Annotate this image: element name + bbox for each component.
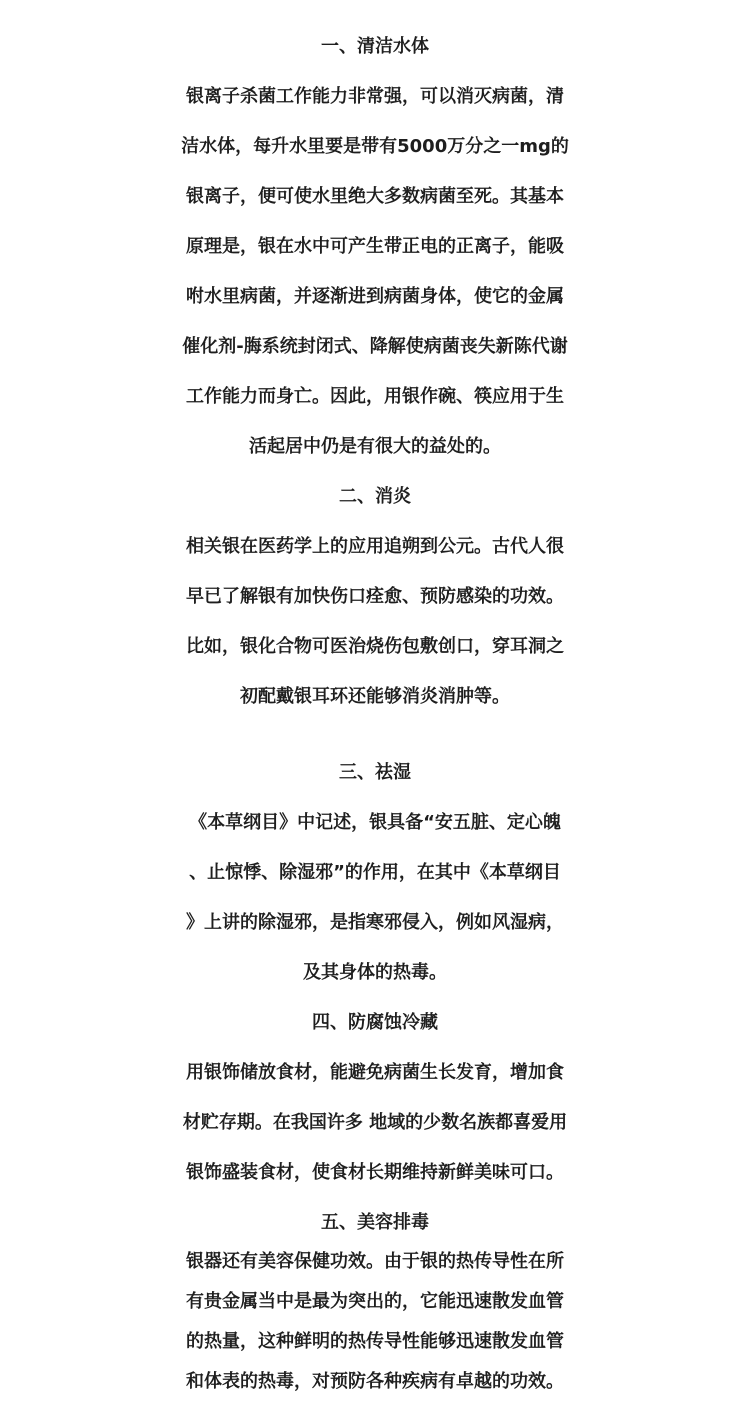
- section-5-line-3: 的热量，这种鲜明的热传导性能够迅速散发血管: [186, 1331, 564, 1352]
- section-4-line-2: 材贮存期。在我国许多 地域的少数名族都喜爱用: [182, 1112, 568, 1133]
- section-3-heading: 三、祛湿: [339, 762, 411, 783]
- section-1-line-7: 工作能力而身亡。因此，用银作碗、筷应用于生: [186, 386, 564, 407]
- section-1-line-4: 原理是，银在水中可产生带正电的正离子，能吸: [186, 236, 564, 257]
- section-5-heading: 五、美容排毒: [321, 1212, 429, 1233]
- section-3-line-3: 》上讲的除湿邪，是指寒邪侵入，例如风湿病，: [186, 912, 564, 933]
- section-2-line-4: 初配戴银耳环还能够消炎消肿等。: [240, 686, 510, 707]
- section-1-line-8: 活起居中仍是有很大的益处的。: [249, 436, 501, 457]
- section-2-line-3: 比如，银化合物可医治烧伤包敷创口，穿耳洞之: [186, 636, 564, 657]
- section-3-line-4: 及其身体的热毒。: [303, 962, 447, 983]
- section-5-line-2: 有贵金属当中是最为突出的，它能迅速散发血管: [186, 1291, 564, 1312]
- section-4-heading: 四、防腐蚀冷藏: [312, 1012, 438, 1033]
- section-3-line-2: 、止惊悸、除湿邪”的作用，在其中《本草纲目: [189, 862, 561, 883]
- section-1-heading: 一、清洁水体: [321, 36, 429, 57]
- section-2-line-1: 相关银在医药学上的应用追朔到公元。古代人很: [186, 536, 564, 557]
- section-2-heading: 二、消炎: [339, 486, 411, 507]
- section-2-line-2: 早已了解银有加快伤口痊愈、预防感染的功效。: [186, 586, 564, 607]
- section-1-line-6: 催化剂-脢系统封闭式、降解使病菌丧失新陈代谢: [182, 336, 568, 357]
- section-1-line-5: 咐水里病菌，并逐渐进到病菌身体，使它的金属: [186, 286, 564, 307]
- section-3-line-1: 《本草纲目》中记述，银具备“安五脏、定心魄: [189, 812, 561, 833]
- section-5-line-1: 银器还有美容保健功效。由于银的热传导性在所: [186, 1251, 564, 1272]
- section-4-line-3: 银饰盛装食材，使食材长期维持新鲜美味可口。: [186, 1162, 564, 1183]
- section-1-line-3: 银离子，便可使水里绝大多数病菌至死。其基本: [186, 186, 564, 207]
- section-1-line-1: 银离子杀菌工作能力非常强，可以消灭病菌，清: [186, 86, 564, 107]
- section-4-line-1: 用银饰储放食材，能避免病菌生长发育，增加食: [186, 1062, 564, 1083]
- section-1-line-2: 洁水体，每升水里要是带有5000万分之一mg的: [181, 136, 569, 157]
- section-5-line-4: 和体表的热毒，对预防各种疾病有卓越的功效。: [186, 1371, 564, 1392]
